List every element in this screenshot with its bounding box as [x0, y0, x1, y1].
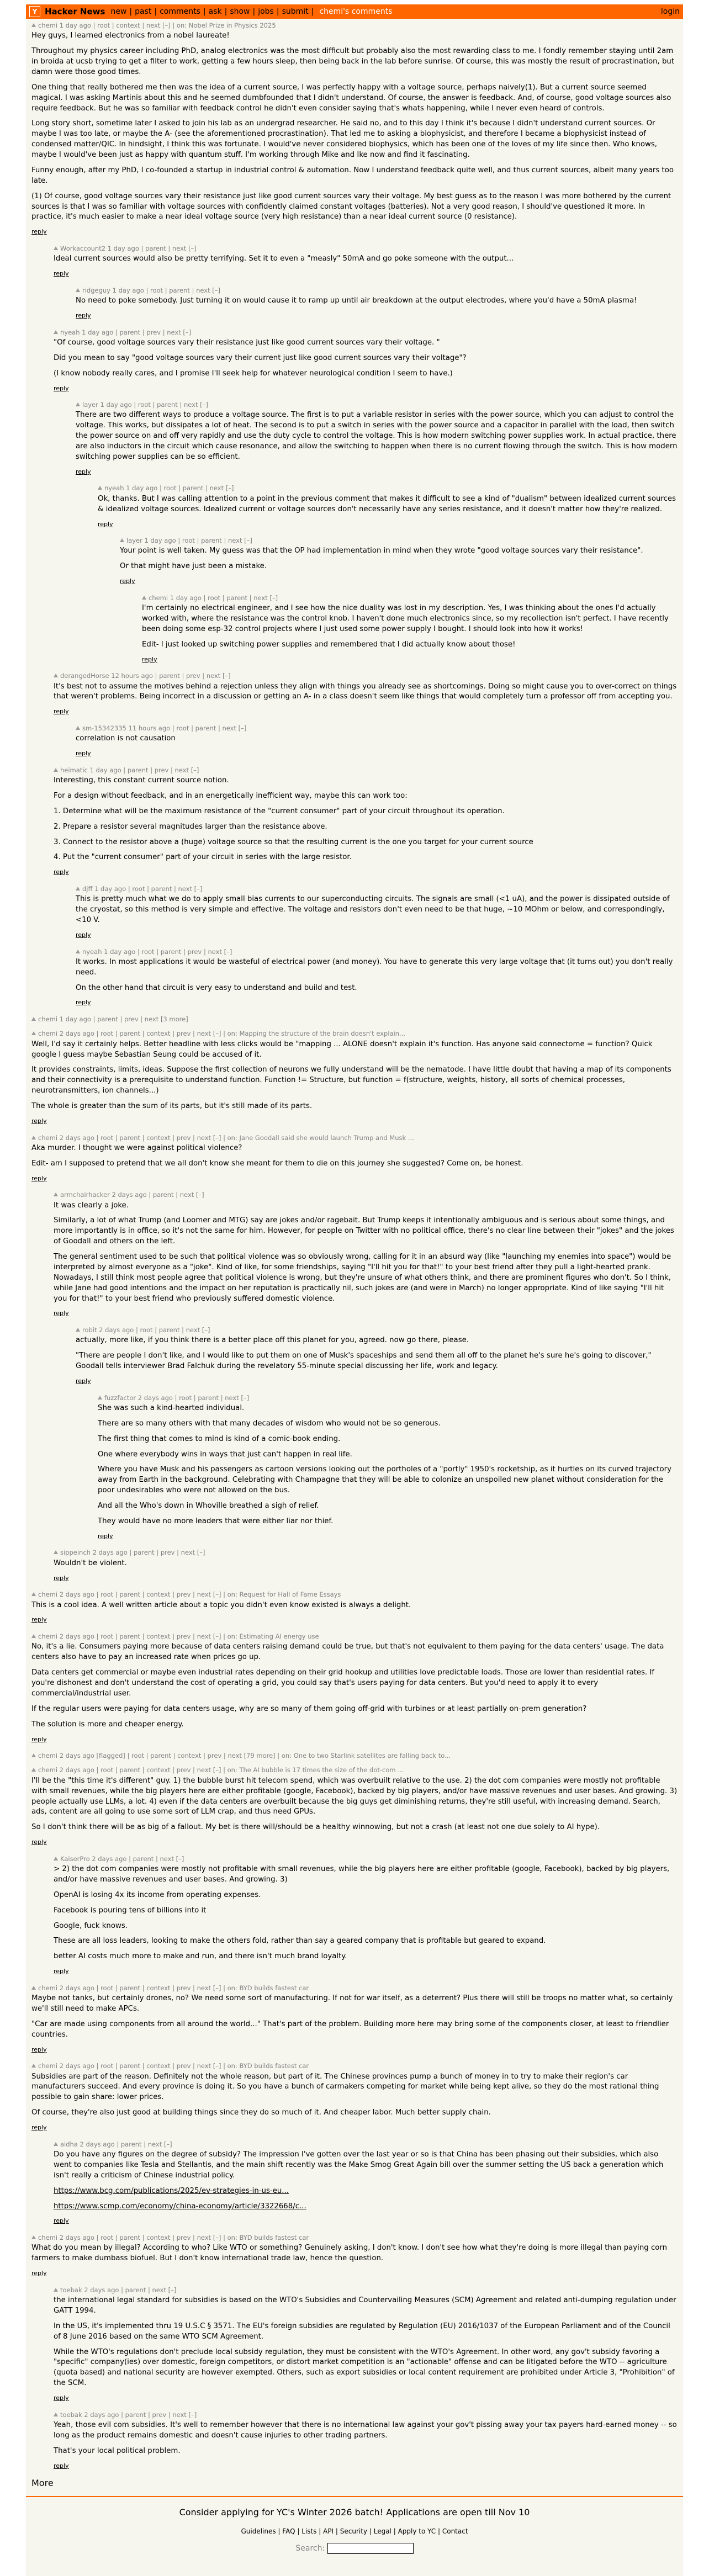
comment-header: [54, 2410, 678, 2419]
nav-separator: |: [129, 7, 133, 16]
upvote-arrow-icon[interactable]: [142, 596, 146, 600]
comment-paragraph: Aka murder. I thought we were against political violence?: [31, 1143, 242, 1152]
comment-header: [76, 724, 678, 733]
comment-paragraph: "Car are made using components from all around the world..." That's part of the problem. Building more here may bring some of the components closer, at least to friendlier countries.: [31, 2020, 669, 2039]
comment-paragraph: (1) Of course, good voltage sources vary their resistance just like good current sources vary their voltage. My best guess as to the reason I was more bothered by the current sources is that I was so familiar with voltage sources with confidently claimed constant voltages (batteries). Not a very good reason, I should've questioned it more. In practice, it's much easier to make a near ideal voltage source (very high resistance) than a near ideal current source (0 resistance).: [31, 192, 671, 221]
comment-paragraph: No, it's a lie. Consumers paying more because of data centers raising demand could be true, but that's not equivalent to them paying for the data centers' usage. The data centers also have to pay an increased rate when prices go up.: [31, 1642, 664, 1662]
comment-meta[interactable]: sm-15342335 11 hours ago | root | parent | next [–]: [82, 724, 247, 732]
reply-link[interactable]: reply: [31, 2124, 47, 2132]
comment-header: [76, 400, 678, 409]
upvote-arrow-icon[interactable]: [31, 1753, 36, 1757]
upvote-arrow-icon[interactable]: [31, 1136, 36, 1139]
comment-header: [142, 593, 678, 602]
reply-link[interactable]: reply: [31, 1117, 47, 1125]
reply-link[interactable]: reply: [54, 384, 69, 392]
comment-header: [31, 2061, 678, 2070]
comment-paragraph: 2. Prepare a resistor several magnitudes larger than the resistance above.: [54, 822, 327, 831]
comment-meta[interactable]: chemi 2 days ago | root | parent | context | prev | next [–] | on: The AI bubble is 17 times the size of the dot-com ...: [38, 1766, 404, 1774]
comment-header: [98, 1393, 678, 1402]
reply-link[interactable]: reply: [54, 1968, 69, 1975]
comment-header: [54, 244, 678, 253]
comment-header: [31, 1984, 678, 1992]
search-input[interactable]: [327, 2543, 414, 2554]
upvote-arrow-icon[interactable]: [76, 402, 80, 406]
comment-list: [26, 19, 683, 2470]
reply-link[interactable]: reply: [76, 468, 91, 475]
comment-paragraph: Funny enough, after my PhD, I co-founded a startup in industrial control & automation. Now I understand feedback quite well, and thus current sources, albeit many years too late.: [31, 166, 674, 185]
upvote-arrow-icon[interactable]: [31, 1031, 36, 1035]
upvote-arrow-icon[interactable]: [31, 1017, 36, 1021]
comment-meta[interactable]: chemi 2 days ago | root | parent | context | prev | next [–] | on: Jane Goodall said she would launch Trump and Musk ...: [38, 1133, 414, 1142]
reply-link[interactable]: reply: [54, 708, 69, 715]
comment: [31, 21, 678, 236]
comment: [31, 1190, 678, 1318]
comment: [31, 2410, 678, 2471]
user-comments-link[interactable]: chemi's comments: [319, 7, 393, 16]
comment-header: [76, 286, 678, 295]
upvote-arrow-icon[interactable]: [54, 1857, 58, 1861]
upvote-arrow-icon[interactable]: [54, 246, 58, 250]
comment-paragraph: It's best not to assume the motives behind a rejection unless they align with things you already see as shortcomings. Doing so might cause you to over-correct on things that weren't problems. Being incorrect in a discussion or getting an A- in a class doesn't seem like things that would completely turn a professor off from accepting you.: [54, 682, 677, 701]
upvote-arrow-icon[interactable]: [54, 2413, 58, 2416]
comment-paragraph: Wouldn't be violent.: [54, 1559, 127, 1567]
comment-paragraph: Edit- am I supposed to pretend that we all don't know she meant for them to die on this journey she suggested? Come on, be honest.: [31, 1159, 523, 1168]
footer-links: [26, 2527, 683, 2535]
site-name[interactable]: Hacker News: [45, 7, 105, 17]
comment-meta[interactable]: toebak 2 days ago | parent | next [–]: [60, 2286, 177, 2294]
nav-separator: |: [252, 7, 256, 16]
comment-paragraph: These are all loss leaders, looking to make the others fold, rather than say a geared company that is profitable but geared to expand.: [54, 1937, 546, 1946]
footer: [26, 2496, 683, 2576]
comment-header: [98, 484, 678, 492]
footer-link-security[interactable]: Security: [340, 2527, 368, 2536]
top-bar: [26, 4, 683, 19]
comment-paragraph: "There are people I don't like, and I would like to put them on one of Musk's spaceships and send them all off to the planet he's sure he's going to discover," Goodall tells interviewer Brad Falchuk during the revelatory 55-minute special discussing her life, work and legacy.: [76, 1351, 652, 1371]
reply-link[interactable]: reply: [76, 931, 91, 939]
comment-meta[interactable]: chemi 2 days ago | root | parent | context | prev | next [–] | on: BYD builds fastest car: [38, 1984, 309, 1992]
yc-apply-banner[interactable]: Consider applying for YC's Winter 2026 batch! Applications are open till Nov 10: [179, 2507, 530, 2518]
comment-meta[interactable]: nyeah 1 day ago | root | parent | prev | next [–]: [82, 947, 232, 956]
upvote-arrow-icon[interactable]: [54, 1192, 58, 1196]
footer-separator: |: [316, 2527, 324, 2536]
upvote-arrow-icon[interactable]: [54, 2288, 58, 2292]
comment-paragraph: There are two different ways to produce a voltage source. The first is to put a variable resistor in series with the power source, which you can adjust to control the voltage. This works, but dissipates a lot of heat. The second is to put a switch in series with the power source and a capacitor in parallel with the load, then switch the power source on and off very rapidly and use the duty cycle to control the voltage. This is how modern switching power supplies work. In actual practice, there are also inductors in the circuit which cause resonance, and allow the switching to happen when there is no current flowing through the switch. This is how modern switching power supplies can be so efficient.: [76, 411, 678, 461]
reply-link[interactable]: reply: [54, 2217, 69, 2225]
comment-header: [31, 1632, 678, 1641]
comment-paragraph: No need to poke somebody. Just turning it on would cause it to ramp up until air breakdown at the output electrodes, where you'd have a 50mA plasma!: [76, 296, 637, 305]
nav-link-submit[interactable]: submit: [282, 7, 309, 16]
comment-header: [31, 1751, 678, 1760]
comment-meta[interactable]: layer 1 day ago | root | parent | next [–]: [82, 401, 208, 409]
comment-paragraph: One thing that really bothered me then was the idea of a current source, I was perfectly happy with a voltage source, perhaps naively(1). But a current source seemed magical. I was asking Martinis about this and he seemed dumbfounded that I didn't understand. Of course, the answer is feedback. And, of course, good voltage sources also require feedback. But he was so familiar with feedback control he didn't even consider saying that's whats happening, while I never even heard of controls.: [31, 83, 671, 113]
comment-header: [76, 884, 678, 893]
comment-paragraph: The first thing that comes to mind is kind of a comic-book ending.: [98, 1434, 341, 1443]
comment: [31, 1632, 678, 1743]
comment-paragraph: Long story short, sometime later I asked to join his lab as an undergrad researcher. He said no, and to this day I think it's because I didn't understand current sources. Or maybe I was too late, or maybe the A- (see the aforementioned procrastination). That led me to asking a biophysicist, and therefore I became a biophysicist instead of condensed matter/QIC. In hindsight, I think this was fortunate. I would've never considered biophysics, which has been one of the loves of my life since then. Who knows, maybe I would've been just as happy with quantum stuff. I'm working through Mike and Ike now and find it fascinating.: [31, 119, 658, 160]
comment-header: [31, 1133, 678, 1142]
comment-header: [54, 328, 678, 337]
comment: [31, 1590, 678, 1624]
comment-header: [54, 2286, 678, 2294]
upvote-arrow-icon[interactable]: [76, 887, 80, 891]
comment: [31, 1548, 678, 1582]
comment: [31, 2140, 678, 2225]
comment-meta[interactable]: nyeah 1 day ago | parent | prev | next [–]: [60, 328, 192, 336]
comment-header: [54, 2140, 678, 2149]
comment-link[interactable]: https://www.bcg.com/publications/2025/ev-strategies-in-us-eu...: [54, 2186, 289, 2195]
comment: [31, 724, 678, 758]
comment-paragraph: It works. In most applications it would be wasteful of electrical power (and money). You have to generate this very large voltage that (it turns out) you don't really need.: [76, 957, 673, 977]
comment-meta[interactable]: robit 2 days ago | root | parent | next [–]: [82, 1326, 210, 1334]
comment-meta[interactable]: ridgeguy 1 day ago | root | parent | next [–]: [82, 286, 220, 294]
reply-link[interactable]: reply: [31, 1174, 47, 1182]
comment-meta[interactable]: armchairhacker 2 days ago | parent | next [–]: [60, 1191, 204, 1199]
nav-link-show[interactable]: show: [230, 7, 250, 16]
comment-paragraph: Hey guys, I learned electronics from a nobel laureate!: [31, 31, 230, 40]
login-link[interactable]: login: [660, 7, 680, 16]
comment-paragraph: On the other hand that circuit is very easy to understand and build and test.: [76, 983, 357, 992]
reply-link[interactable]: reply: [31, 2270, 47, 2277]
comment-paragraph: For a design without feedback, and in an energetically inefficient way, maybe this can work too:: [54, 791, 408, 800]
comment: [31, 2233, 678, 2278]
footer-link-faq[interactable]: FAQ: [282, 2527, 295, 2536]
comment-header: [31, 1590, 678, 1599]
comment-meta[interactable]: chemi 2 days ago [flagged] | root | parent | context | prev | next [79 more] | on: One to two Starlink satellites are falling back to...: [38, 1752, 451, 1760]
reply-link[interactable]: reply: [31, 1838, 47, 1846]
comment-header: [31, 1029, 678, 1038]
comment-paragraph: actually, more like, if you think there is a better place off this planet for you, agreed. now go there, please.: [76, 1336, 469, 1345]
comment-paragraph: The solution is more and cheaper energy.: [31, 1720, 184, 1729]
reply-link[interactable]: reply: [76, 750, 91, 757]
comment-paragraph: Similarly, a lot of what Trump (and Loomer and MTG) say are jokes and/or ragebait. But Trump keeps it intentionally ambiguous and is serious about some things, and more importantly is in office, so it's not the same for him. However, for people on Twitter with no political office, there's no clear line between their "jokes" and the jokes of Goodall and others on the left.: [54, 1216, 674, 1246]
reply-link[interactable]: reply: [98, 1532, 113, 1540]
reply-link[interactable]: reply: [76, 311, 91, 319]
comment-paragraph: Maybe not tanks, but certainly drones, no? We need some sort of manufacturing. If not for war itself, as a deterrent? Plus there will still be troops no matter what, so certainly we'll still need to make APCs.: [31, 1994, 673, 2013]
comment-paragraph: Interesting, this constant current source notion.: [54, 776, 229, 785]
more-link[interactable]: More: [31, 2478, 54, 2489]
comment-meta[interactable]: derangedHorse 12 hours ago | parent | prev | next [–]: [60, 672, 231, 680]
upvote-arrow-icon[interactable]: [98, 1396, 102, 1400]
footer-separator: |: [334, 2527, 340, 2536]
upvote-arrow-icon[interactable]: [76, 1328, 80, 1332]
comment-meta[interactable]: chemi 2 days ago | root | parent | context | prev | next [–] | on: Estimating AI energy use: [38, 1632, 319, 1641]
comment-header: [31, 21, 678, 30]
reply-link[interactable]: reply: [76, 999, 91, 1006]
comment: [31, 1029, 678, 1125]
comment-paragraph: What do you mean by illegal? According to who? Like WTO or something? Genuinely asking, I don't know. I don't see how what they're doing is more illegal than paying corn farmers to make dumbass biofuel. But I don't know international trade law, hence the question.: [31, 2244, 668, 2263]
comment: [31, 1015, 678, 1024]
comment-meta[interactable]: sippeinch 2 days ago | parent | prev | next [–]: [60, 1549, 205, 1557]
comment-paragraph: OpenAI is losing 4x its income from operating expenses.: [54, 1890, 261, 1899]
comment: [31, 484, 678, 528]
comment-paragraph: Of course, they're also just good at building things since they do so much of it. And cheaper labor. Much better supply chain.: [31, 2108, 491, 2117]
comment: [31, 244, 678, 278]
comment-paragraph: Facebook is pouring tens of billions into it: [54, 1906, 207, 1915]
comment: [31, 1133, 678, 1183]
footer-link-legal[interactable]: Legal: [373, 2527, 391, 2536]
comment-header: [54, 1548, 678, 1557]
reply-link[interactable]: reply: [31, 2045, 47, 2053]
nav-link-comments[interactable]: comments: [160, 7, 200, 16]
comment-paragraph: They would have no more leaders that were either liar nor thief.: [98, 1517, 334, 1525]
comment-paragraph: (I know nobody really cares, and I promise I'll seek help for whatever neurological condition I seem to have.): [54, 369, 453, 378]
comment-paragraph: Well, I'd say it certainly helps. Better headline with less clicks would be "mapping ... ALONE doesn't explain it's function. Has anyone said connectome = function? Quick google I guess maybe Sebastian Seung could be accused of it.: [31, 1040, 653, 1059]
comment-paragraph: Google, fuck knows.: [54, 1921, 128, 1930]
comment-meta[interactable]: heimatic 1 day ago | parent | prev | next [–]: [60, 766, 199, 774]
comment: [31, 884, 678, 940]
comment-meta[interactable]: chemi 2 days ago | root | parent | context | prev | next [–] | on: BYD builds fastest car: [38, 2062, 309, 2070]
comment-meta[interactable]: djff 1 day ago | root | parent | next [–]: [82, 884, 203, 893]
comment-paragraph: Yeah, those evil com subsidies. It's well to remember however that there is no international law against your gov't pissing away your tax payers hard-earned money -- so long as the product remains domestic and doesn't cause injuries to other trading partners.: [54, 2420, 677, 2440]
reply-link[interactable]: reply: [54, 270, 69, 278]
nav-link-past[interactable]: past: [135, 7, 152, 16]
reply-link[interactable]: reply: [31, 228, 47, 236]
upvote-arrow-icon[interactable]: [54, 674, 58, 677]
reply-link[interactable]: reply: [31, 1616, 47, 1624]
upvote-arrow-icon[interactable]: [31, 23, 36, 27]
comment-paragraph: Edit- I just looked up switching power supplies and remembered that I did actually know about those!: [142, 640, 516, 649]
comment-paragraph: Or that might have just been a mistake.: [120, 562, 267, 571]
comment-meta[interactable]: chemi 1 day ago | root | context | next [–] | on: Nobel Prize in Physics 2025: [38, 22, 276, 29]
footer-separator: |: [276, 2527, 283, 2536]
nav-separator: |: [224, 7, 227, 16]
footer-link-api[interactable]: API: [323, 2527, 334, 2536]
comment-paragraph: This is pretty much what we do to apply small bias currents to our superconducting circuits. The signals are small (<1 uA), and the power is dissipated outside of the cryostat, so this method is very simple and effective. The voltage and resistors don't even need to be that huge, ~10 MOhm or below, and correspondingly, <10 V.: [76, 895, 670, 925]
comment-header: [120, 536, 678, 545]
comment-paragraph: And all the Who's down in Whoville breathed a sigh of relief.: [98, 1502, 319, 1510]
comment-paragraph: correlation is not causation: [76, 734, 176, 743]
comment-header: [76, 947, 678, 956]
comment-paragraph: So I don't think there will be as big of a fallout. My bet is there will/should be a healthy winnowing, but not a crash (at least not one due solely to AI hype).: [31, 1823, 600, 1832]
comment: [31, 1854, 678, 1976]
comment-header: [31, 1015, 678, 1024]
comment-paragraph: She was such a kind-hearted individual.: [98, 1403, 245, 1412]
comment: [31, 1326, 678, 1386]
nav-link-new[interactable]: new: [110, 7, 127, 16]
comment: [31, 1751, 678, 1760]
footer-link-apply-to-yc[interactable]: Apply to YC: [398, 2527, 436, 2536]
comment-paragraph: If the regular users were paying for data centers usage, why are so many of them going off-grid with turbines or at least partially on-prem generation?: [31, 1704, 587, 1713]
upvote-arrow-icon[interactable]: [120, 538, 124, 542]
comment-paragraph: I'll be the "this time it's different" guy. 1) the bubble burst hit telecom spend, which was overbuilt relative to the use. 2) the dot com companies were mostly not profitable with small revenues, while the big players here are either profitable (google, Facebook), backed by big players, and/or have massive revenues and user bases. And growing. 3) people actually use LLMs, a lot. 4) even if the data centers are overbuilt because the big guys get diminishing returns, they're still useful, with increasing demand. Search, ads, content are all going to use some sort of LLM crap, and thus need GPUs.: [31, 1776, 678, 1816]
comment-paragraph: Subsidies are part of the reason. Definitely not the whole reason, but part of it. The Chinese provinces pump a bunch of money in to try to make their region's car manufacturers succeed. And every province is doing it. So you have a bunch of carmakers competing for market while being kept alive, so they do the most rational thing possible to gain share: lower prices.: [31, 2072, 659, 2102]
comment-header: [31, 2233, 678, 2242]
reply-link[interactable]: reply: [142, 655, 157, 663]
comment-paragraph: There are so many others with that many decades of wisdom who would not be so generous.: [98, 1419, 441, 1428]
upvote-arrow-icon[interactable]: [31, 2064, 36, 2068]
comment-paragraph: 4. Put the "current consumer" part of your circuit in series with the large resistor.: [54, 853, 352, 862]
nav-link-ask[interactable]: ask: [208, 7, 222, 16]
upvote-arrow-icon[interactable]: [54, 330, 58, 334]
footer-separator: |: [436, 2527, 442, 2536]
footer-separator: |: [391, 2527, 398, 2536]
comment-meta[interactable]: nyeah 1 day ago | root | parent | next [–]: [104, 484, 234, 492]
comment: [31, 536, 678, 586]
upvote-arrow-icon[interactable]: [76, 288, 80, 292]
upvote-arrow-icon[interactable]: [54, 768, 58, 772]
comment-paragraph: Ok, thanks. But I was calling attention to a point in the previous comment that makes it difficult to see a kind of "dualism" between idealized current sources & idealized voltage sources. Idealized current or voltage sources don't necessarily have any series resistance, and it doesn't matter how they're realized.: [98, 494, 676, 513]
comment-header: [54, 1190, 678, 1199]
comment-meta[interactable]: layer 1 day ago | root | parent | next [–]: [126, 537, 252, 545]
comment-paragraph: Did you mean to say "good voltage sources vary their current just like good current sources vary their voltage"?: [54, 353, 467, 362]
comment: [31, 286, 678, 320]
comment: [31, 1393, 678, 1541]
comment-paragraph: > 2) the dot com companies were mostly not profitable with small revenues, while the big players here are either profitable (google, Facebook), backed by big players, and/or have massive revenues and user bases. And growing. 3): [54, 1865, 670, 1884]
main-nav: [110, 7, 308, 16]
comment-header: [31, 1766, 678, 1774]
footer-link-guidelines[interactable]: Guidelines: [241, 2527, 276, 2536]
comment-meta[interactable]: toebak 2 days ago | parent | prev | next [–]: [60, 2410, 197, 2419]
comment-header: [54, 1854, 678, 1863]
page: [26, 4, 683, 2576]
comment-header: [54, 766, 678, 775]
yc-logo[interactable]: Y: [29, 6, 40, 17]
reply-link[interactable]: reply: [54, 868, 69, 876]
comment: [31, 2061, 678, 2132]
reply-link[interactable]: reply: [76, 1377, 91, 1385]
upvote-arrow-icon[interactable]: [98, 486, 102, 490]
comment-header: [54, 671, 678, 680]
comment-paragraph: "Of course, good voltage sources vary their resistance just like good current sources vary their voltage. ": [54, 338, 440, 347]
comment: [31, 947, 678, 1008]
comment-paragraph: It provides constraints, limits, ideas. Suppose the first collection of neurons we fully understand will be the nematode. I have little doubt that having a map of its components and their connectivity is a prerequisite to understand function. Function != Structure, but function = f(structure, weights, history, all sorts of chemical processes, neurotransmitters, ion channels...): [31, 1066, 671, 1095]
comment: [31, 766, 678, 877]
comment-meta[interactable]: Workaccount2 1 day ago | parent | next [–]: [60, 244, 197, 252]
comment-paragraph: This is a cool idea. A well written article about a topic you didn't even know existed is always a delight.: [31, 1600, 411, 1609]
nav-separator: |: [154, 7, 157, 16]
reply-link[interactable]: reply: [54, 2462, 69, 2469]
comment: [31, 671, 678, 716]
nav-separator: |: [203, 7, 206, 16]
comment-meta[interactable]: aidha 2 days ago | parent | next [–]: [60, 2140, 172, 2148]
comment-paragraph: That's your local political problem.: [54, 2446, 181, 2455]
comment-meta[interactable]: chemi 2 days ago | root | parent | context | prev | next [–] | on: Mapping the structure of the brain doesn't explain...: [38, 1030, 406, 1038]
comment: [31, 328, 678, 393]
upvote-arrow-icon[interactable]: [31, 1634, 36, 1638]
nav-separator: |: [276, 7, 279, 16]
comment: [31, 400, 678, 476]
comment-paragraph: better AI costs much more to make and run, and there isn't much brand loyalty.: [54, 1952, 347, 1961]
footer-link-lists[interactable]: Lists: [301, 2527, 317, 2536]
search-label: Search:: [295, 2544, 325, 2553]
comment-meta[interactable]: KaiserPro 2 days ago | parent | next [–]: [60, 1854, 184, 1863]
reply-link[interactable]: reply: [120, 577, 135, 585]
upvote-arrow-icon[interactable]: [31, 2235, 36, 2239]
comment-paragraph: Throughout my physics career including PhD, analog electronics was the most difficult but probably also the most rewarding class to me. I fondly remember staying until 2am in broida at ucsb trying to get a filter to work, getting a few hours sleep, then being back in the lab before sunrise. Of course, this was mostly the result of procrastination, but damn were those good times.: [31, 47, 675, 76]
footer-separator: |: [295, 2527, 302, 2536]
comment-meta[interactable]: chemi 1 day ago | parent | prev | next [3 more]: [38, 1015, 188, 1024]
comment-paragraph: In the US, it's implemented thru 19 U.S.C § 3571. The EU's foreign subsidies are regulated by Regulation (EU) 2016/1037 of the European Parliament and of the Council of 8 June 2016 based on the same WTO SCM Agreement.: [54, 2321, 670, 2341]
reply-link[interactable]: reply: [98, 520, 113, 528]
upvote-arrow-icon[interactable]: [54, 1550, 58, 1554]
comment-paragraph: Where you have Musk and his passengers as cartoon versions looking out the portholes of a "portly" 1950's rocketship, as it hurtles on its curved trajectory away from Earth in the background. Celebrating with Champagne that they will be able to colonize an unspoiled new planet without consideration for the poor undesirables who were not allowed on the bus.: [98, 1465, 671, 1495]
upvote-arrow-icon[interactable]: [54, 2142, 58, 2146]
comment-paragraph: One where everybody wins in ways that just can't happen in real life.: [98, 1450, 352, 1459]
comment: [31, 1766, 678, 1846]
comment-paragraph: Your point is well taken. My guess was that the OP had implementation in mind when they wrote "good voltage sources vary their resistance".: [120, 547, 643, 555]
upvote-arrow-icon[interactable]: [76, 950, 80, 953]
nav-separator: |: [311, 7, 314, 16]
comment-paragraph: The general sentiment used to be such that political violence was so obviously wrong, calling for it in an absurd way (like "launching my enemies into space") would be interpreted by almost everyone as a "joke". Kind of like, for some friendships, saying "I'll hit you for that!" to your best friend after they pull a light-hearted prank. Nowadays, I still think most people agree that political violence is wrong, but they're unsure of what others think, and there are prominent figures who don't. So I think, while Jane had good intentions and the impact on her reputation is practically nil, such jokes are (and were in March) no longer appropriate. Kind of like saying "I'll hit you for that!" to your best friend who previously suffered domestic violence.: [54, 1253, 671, 1303]
upvote-arrow-icon[interactable]: [31, 1768, 36, 1772]
comment-paragraph: 1. Determine what will be the maximum resistance of the "current consumer" part of your circuit throughout its operation.: [54, 807, 505, 815]
comment-paragraph: Do you have any figures on the degree of subsidy? The impression I've gotten over the last year or so is that China has been phasing out their subsidies, which also went to companies like Tesla and Stellantis, and the main shift recently was the Make Smog Great Again bill over the summer setting the US back a generation which isn't really a criticism of Chinese industrial policy.: [54, 2150, 664, 2180]
upvote-arrow-icon[interactable]: [31, 1592, 36, 1596]
comment-paragraph: 3. Connect to the resistor above a (huge) voltage source so that the resulting current is the one you target for your current source: [54, 838, 533, 846]
footer-link-contact[interactable]: Contact: [442, 2527, 468, 2536]
upvote-arrow-icon[interactable]: [76, 726, 80, 730]
comment-paragraph: It was clearly a joke.: [54, 1201, 129, 1210]
comment-paragraph: Data centers get commercial or maybe even industrial rates depending on their grid hookup and utilities love predictable loads. Those are lower than residential rates. If you're dishonest and don't understand the cost of operating a grid, you could say that's users paying for data centers. But you'd need to apply it to every commercial/industrial user.: [31, 1668, 655, 1698]
comment-meta[interactable]: chemi 2 days ago | root | parent | context | prev | next [–] | on: BYD builds fastest car: [38, 2234, 309, 2242]
comment-paragraph: The whole is greater than the sum of its parts, but it's still made of its parts.: [31, 1102, 313, 1111]
comment-paragraph: I'm certainly no electrical engineer, and I see how the nice duality was lost in my description. Yes, I was thinking about the ones I'd actually worked with, where the resistance was the control knob. I haven't done much electronics since, so my recollection isn't perfect. I have recently been doing some esp-32 control projects where I just used some power supply I bought. I should look into how it works!: [142, 604, 669, 633]
comment: [31, 593, 678, 664]
comment-paragraph: Ideal current sources would also be pretty terrifying. Set it to even a "measly" 50mA and go poke someone with the output...: [54, 255, 514, 263]
reply-link[interactable]: reply: [54, 1310, 69, 1317]
comment-header: [76, 1326, 678, 1334]
comment-meta[interactable]: chemi 1 day ago | root | parent | next [–]: [149, 593, 278, 602]
upvote-arrow-icon[interactable]: [31, 1986, 36, 1990]
comment-paragraph: While the WTO's regulations don't preclude local subsidy regulation, they must be consistent with the WTO's Agreement. In other word, any gov't subsidy favoring a "specific" company(ies) over domestic, foreign competitors, or distort market competition is an "actionable" offense and can be litigated before the WTO -- agriculture (quota based) and national security are however exempted. Others, such as export subsidies or local content requirement are prohibited under Article 3, "Prohibition" of the SCM.: [54, 2347, 675, 2388]
comment: [31, 2286, 678, 2403]
reply-link[interactable]: reply: [54, 1574, 69, 1582]
reply-link[interactable]: reply: [54, 2394, 69, 2402]
footer-separator: |: [367, 2527, 374, 2536]
comment-meta[interactable]: fuzzfactor 2 days ago | root | parent | next [–]: [104, 1393, 250, 1402]
reply-link[interactable]: reply: [31, 1735, 47, 1743]
comment-link[interactable]: https://www.scmp.com/economy/china-economy/article/3322668/c...: [54, 2202, 306, 2211]
comment-meta[interactable]: chemi 2 days ago | root | parent | context | prev | next [–] | on: Request for Hall of Fame Essays: [38, 1591, 341, 1599]
comment-paragraph: the international legal standard for subsidies is based on the WTO's Subsidies and Countervailing Measures (SCM) Agreement and related anti-dumping regulation under GATT 1994.: [54, 2296, 676, 2315]
nav-link-jobs[interactable]: jobs: [258, 7, 274, 16]
comment: [31, 1984, 678, 2054]
